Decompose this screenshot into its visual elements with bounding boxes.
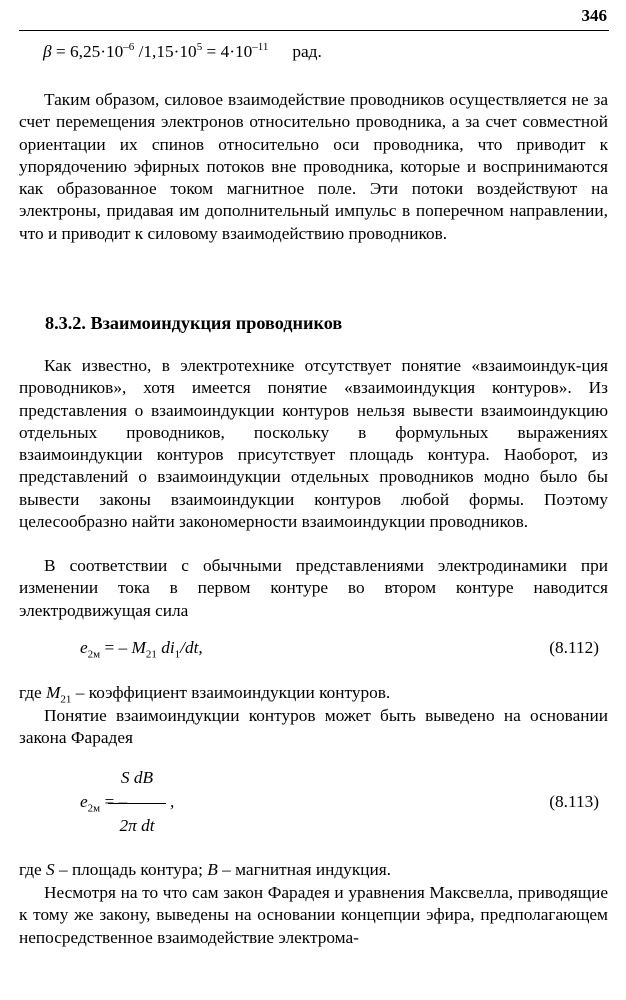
eq-symbol: M — [131, 638, 146, 657]
formula-beta-exp: 5 — [196, 41, 203, 54]
formula-beta-unit: рад. — [292, 42, 322, 61]
equation-8-112 — [80, 638, 626, 661]
eq-symbol: e — [80, 792, 88, 811]
where-text: – магнитная индукция. — [217, 860, 391, 879]
eq-symbol: e — [80, 638, 88, 657]
section-title: 8.3.2. Взаимоиндукция проводников — [45, 313, 343, 333]
eq-part: = – — [100, 638, 132, 657]
eq-sub: 2м — [87, 802, 101, 815]
eq-sub: 21 — [145, 648, 157, 661]
fraction-denominator: 2π dt — [119, 816, 155, 835]
formula-beta-part: = 6,25·10 — [51, 42, 124, 61]
where-text: – коэффициент взаимоиндукции контуров. — [71, 683, 391, 702]
where-line — [19, 860, 626, 880]
where-text: где — [19, 860, 47, 879]
eq-comma: , — [170, 792, 175, 811]
where-text: где — [19, 683, 47, 702]
formula-beta-exp: –11 — [252, 41, 269, 54]
eq-sub: 2м — [87, 648, 101, 661]
eq-symbol: /dt, — [180, 638, 203, 657]
eq-symbol: di — [156, 638, 175, 657]
paragraph: В соответствии с обычными представлениями электродинамики при изменении тока в первом контуре во втором контуре наводится электродвижущая сила — [19, 556, 608, 620]
eq-sub: 1 — [174, 648, 181, 661]
where-line — [19, 683, 626, 706]
paragraph: Таким образом, силовое взаимодействие проводников осуществляется не за счет перемещения электронов относительно проводника, а за счет совместной ориентации их спинов относительно оси проводника, что приводит к упорядочению эфирных потоков вне проводника, которые и воспринимаются как образованное током магнитное поле. Эти потоки воздействуют на электроны, придавая им дополнительный импульс в поперечном направлении, что и приводит к силовому взаимодействию проводников. — [19, 90, 608, 243]
fraction-numerator: S dB — [120, 768, 154, 787]
formula-beta-part: = 4·10 — [202, 42, 253, 61]
page-number: 346 — [581, 6, 607, 25]
paragraph: Как известно, в электротехнике отсутствует понятие «взаимоиндук-ция проводников», хотя имеется понятие «взаимоиндукция контуров». Из представления о взаимоиндукции контуров нельзя вывести взаимоиндукцию отдельных проводников, поскольку в формульных выражениях взаимоиндукции контуров присутствует площадь контура. Наоборот, из представлений о взаимоиндукции отдельных проводников модно было бы вывести законы взаимоиндукции контуров любой формы. Поэтому целесообразно найти закономерности взаимоиндукции проводников. — [19, 356, 608, 532]
where-symbol: S — [46, 860, 55, 879]
where-text: – площадь контура; — [54, 860, 208, 879]
where-sub: 21 — [60, 693, 72, 706]
paragraph: Понятие взаимоиндукции контуров может быть выведено на основании закона Фарадея — [19, 706, 608, 748]
equation-number: (8.112) — [549, 638, 599, 657]
formula-beta — [43, 42, 626, 62]
formula-beta-part: /1,15·10 — [134, 42, 197, 61]
header-rule — [19, 30, 609, 31]
eq-part: = – — [100, 792, 128, 811]
equation-number: (8.113) — [549, 792, 599, 811]
formula-beta-exp: –6 — [123, 41, 135, 54]
where-symbol: M — [46, 683, 61, 702]
formula-beta-symbol: β — [43, 42, 52, 61]
paragraph: Несмотря на то что сам закон Фарадея и уравнения Максвелла, приводящие к тому же закону, выведены на основании концепции эфира, предполагающем непосредственное взаимодействие электрома- — [19, 883, 608, 947]
where-symbol: B — [207, 860, 218, 879]
